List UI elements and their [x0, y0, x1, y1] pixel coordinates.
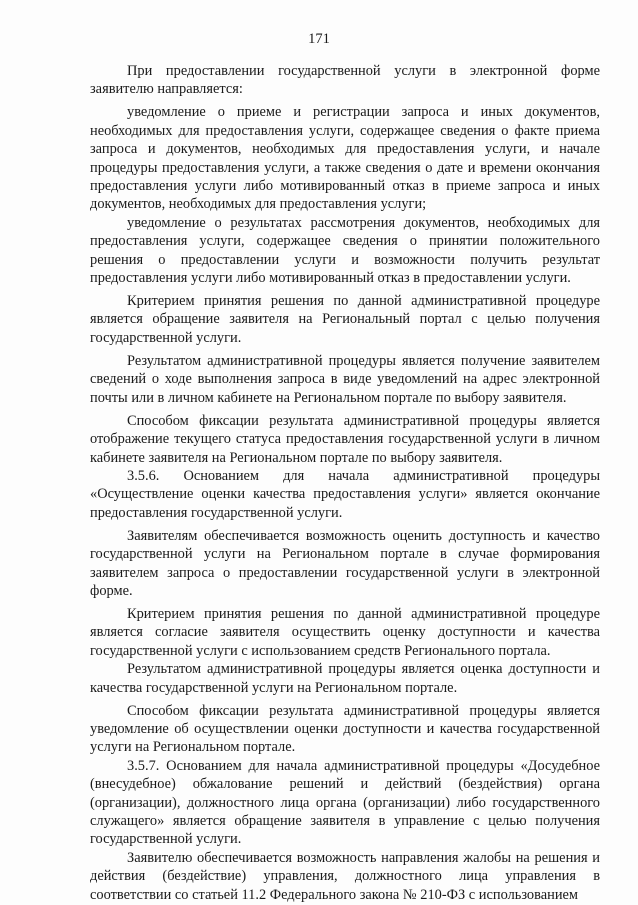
paragraph-fixation-method: Способом фиксации результата административной процедуры является отображение текущего статуса предоставления государственной услуги в личном кабинете заявителя на Региональном портале по выбору заявителя. [90, 412, 600, 466]
document-body [90, 62, 600, 904]
paragraph-notice-receipt: уведомление о приеме и регистрации запроса и иных документов, необходимых для предоставления услуги, содержащее сведения о факте приема запроса и документов, необходимых для предоставления услуги, и начале процедуры предоставления услуги, а также сведения о дате и времени окончания предоставления услуги либо мотивированный отказ в приеме запроса и иных документов, необходимых для предоставления услуги; [90, 104, 600, 213]
paragraph-assessment-fixation: Способом фиксации результата административной процедуры является уведомление об осуществлении оценки доступности и качества государственной услуги на Региональном портале. [90, 702, 600, 756]
page-number: 171 [308, 31, 330, 47]
paragraph-intro: При предоставлении государственной услуги в электронной форме заявителю направляется: [90, 63, 600, 98]
paragraph-procedure-result: Результатом административной процедуры является получение заявителем сведений о ходе выполнения запроса в виде уведомлений на адрес электронной почты или в личном кабинете на Региональном портале по выбору заявителя. [90, 352, 600, 406]
paragraph-complaint: Заявителю обеспечивается возможность направления жалобы на решения и действия (бездействие) управления, должностного лица управления в соответствии со статьей 11.2 Федерального закона № 210-ФЗ с использованием [90, 849, 600, 903]
paragraph-notice-results: уведомление о результатах рассмотрения документов, необходимых для предоставления услуги, содержащее сведения о принятии положительного решения о предоставлении услуги и возможности получить результат предоставления услуги либо мотивированный отказ в предоставлении услуги. [90, 214, 600, 287]
paragraph-section-3-5-6: 3.5.6. Основанием для начала административной процедуры «Осуществление оценки качества предоставления услуги» является окончание предоставления государственной услуги. [90, 467, 600, 521]
paragraph-decision-criterion: Критерием принятия решения по данной административной процедуре является обращение заявителя на Региональный портал с целью получения государственной услуги. [90, 293, 600, 346]
paragraph-assessment-criterion: Критерием принятия решения по данной административной процедуре является согласие заявителя осуществить оценку доступности и качества государственной услуги с использованием средств Регионального портала. [90, 605, 600, 659]
paragraph-assessment-result: Результатом административной процедуры является оценка доступности и качества государственной услуги на Региональном портале. [90, 661, 600, 696]
paragraph-section-3-5-7: 3.5.7. Основанием для начала административной процедуры «Досудебное (внесудебное) обжалование решений и действий (бездействия) органа (организации), должностного лица органа (организации) либо государственного служащего» является обращение заявителя в управление с целью получения государственной услуги. [90, 757, 600, 848]
paragraph-quality-assessment: Заявителям обеспечивается возможность оценить доступность и качество государственной услуги на Региональном портале в случае формирования заявителем запроса о предоставлении государственной услуги в электронной форме. [90, 527, 600, 599]
